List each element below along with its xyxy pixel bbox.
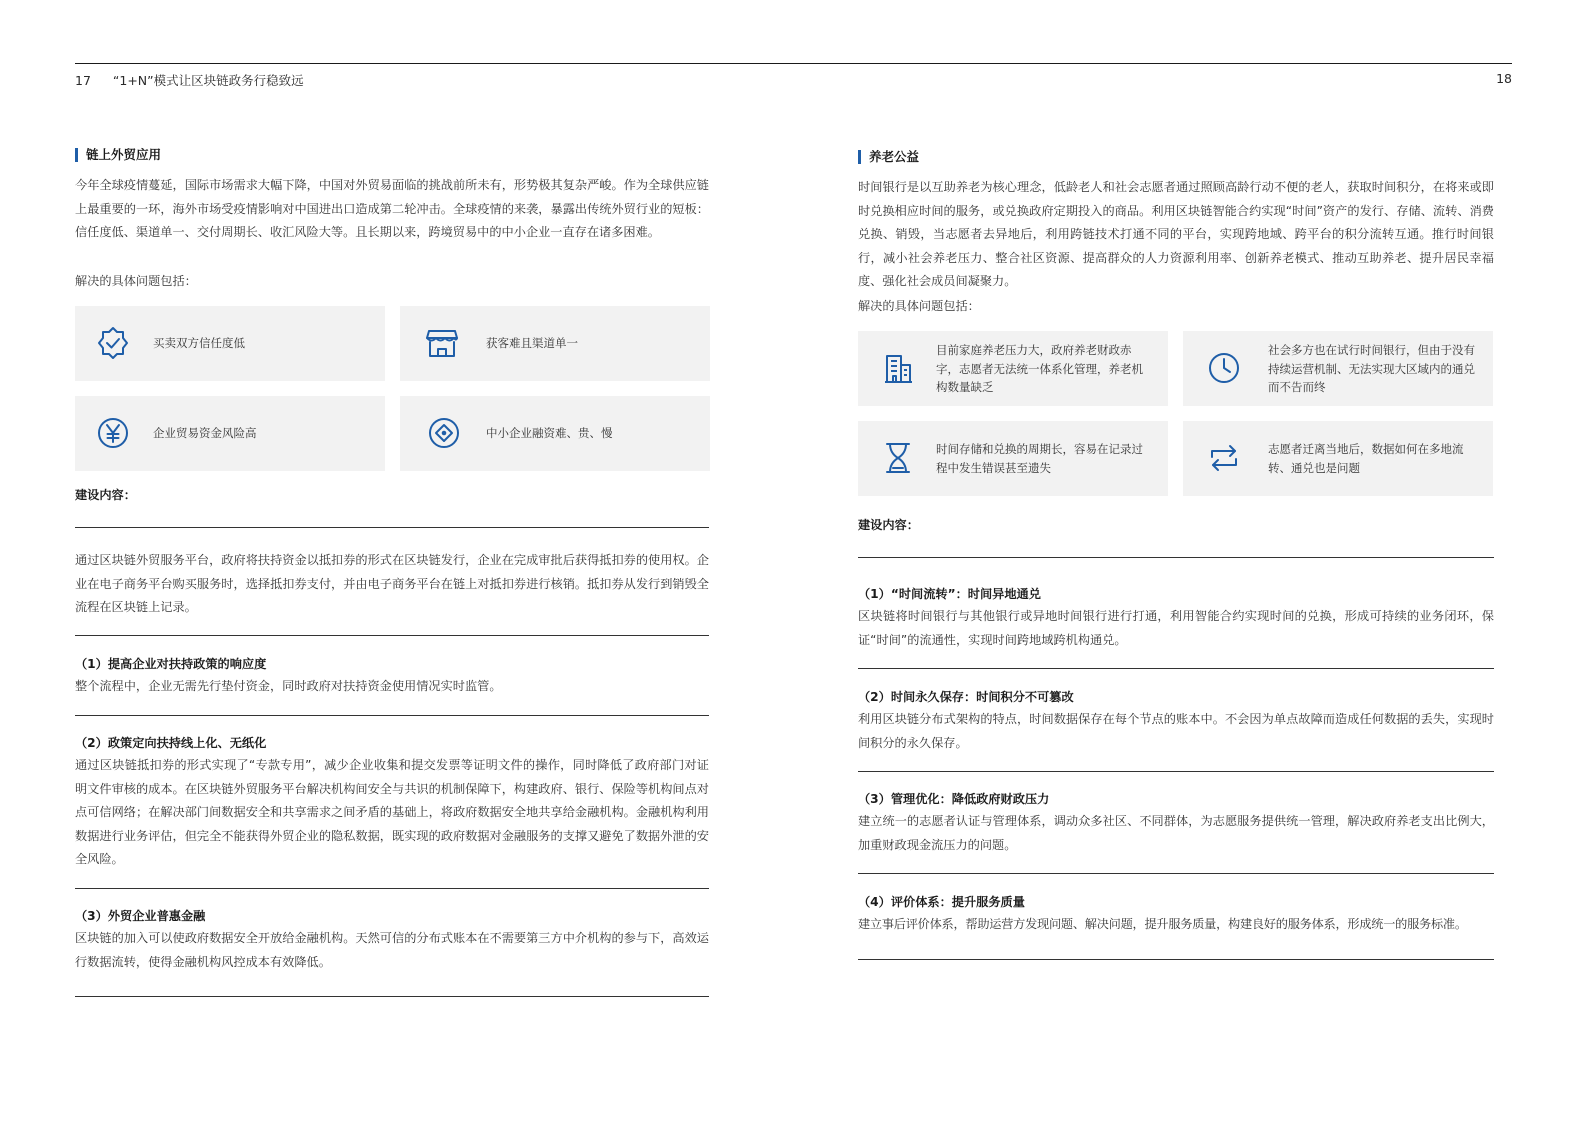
document-title: “1+N”模式让区块链政务行稳致远: [112, 73, 304, 88]
section-title-elderly: 养老公益: [858, 149, 919, 165]
yen-coin-icon: [95, 415, 131, 451]
clock-icon: [1206, 350, 1242, 386]
trade-item-title: （3）外贸企业普惠金融: [75, 909, 206, 923]
problem-card-trust: [75, 306, 385, 381]
trade-item-title: （2）政策定向扶持线上化、无纸化: [75, 736, 267, 750]
problem-text: 获客难且渠道单一: [486, 336, 578, 350]
problem-text: 企业贸易资金风险高: [153, 426, 257, 440]
trade-problems-label: 解决的具体问题包括：: [75, 274, 197, 288]
elderly-item-title: （2）时间永久保存：时间积分不可篡改: [858, 690, 1074, 704]
divider: [858, 959, 1494, 960]
problem-card-sustain: [1183, 331, 1493, 406]
problem-text: 中小企业融资难、贵、慢: [486, 426, 613, 440]
exchange-arrows-icon: [1206, 440, 1242, 476]
divider: [75, 715, 709, 716]
divider: [75, 996, 709, 997]
divider: [858, 668, 1494, 669]
divider: [75, 527, 709, 528]
section-title-trade: 链上外贸应用: [75, 147, 161, 163]
page-header-left: [75, 71, 304, 89]
problem-text: 志愿者迁离当地后，数据如何在多地流转、通兑也是问题: [1268, 442, 1464, 475]
divider: [858, 873, 1494, 874]
problem-card-pressure: [858, 331, 1168, 406]
trade-build-label: 建设内容：: [75, 488, 136, 502]
building-icon: [880, 350, 916, 386]
trade-item-body: 通过区块链抵扣券的形式实现了“专款专用”，减少企业收集和提交发票等证明文件的操作，同时降低了政府部门对证明文件审核的成本。在区块链外贸服务平台解决机构间安全与共识的机制保障下，构建政府、银行、保险等机构间点对点可信网络；在解决部门间数据安全和共享需求之间矛盾的基础上，将政府数据安全地共享给金融机构。金融机构利用数据进行业务评估，但完全不能获得外贸企业的隐私数据，既实现的政府数据对金融服务的支撑又避免了数据外泄的安全风险。: [75, 758, 709, 866]
elderly-item-body: 利用区块链分布式架构的特点，时间数据保存在每个节点的账本中。不会因为单点故障而造成任何数据的丢失，实现时间积分的永久保存。: [858, 712, 1494, 750]
problem-text: 目前家庭养老压力大，政府养老财政赤字，志愿者无法统一体系化管理，养老机构数量缺乏: [936, 343, 1143, 394]
diamond-circle-icon: [426, 415, 462, 451]
elderly-item-body: 建立事后评价体系，帮助运营方发现问题、解决问题，提升服务质量，构建良好的服务体系，形成统一的服务标准。: [858, 917, 1467, 931]
problem-text: 社会多方也在试行时间银行，但由于没有持续运营机制、无法实现大区域内的通兑而不告而终: [1268, 343, 1475, 394]
elderly-build-label: 建设内容：: [858, 518, 919, 532]
divider: [858, 771, 1494, 772]
elderly-item-title: （4）评价体系：提升服务质量: [858, 895, 1025, 909]
badge-check-icon: [95, 325, 131, 361]
elderly-item-title: （3）管理优化：降低政府财政压力: [858, 792, 1050, 806]
elderly-item-body: 建立统一的志愿者认证与管理体系，调动众多社区、不同群体，为志愿服务提供统一管理，解决政府养老支出比例大，加重财政现金流压力的问题。: [858, 814, 1494, 852]
problem-text: 时间存储和兑换的周期长，容易在记录过程中发生错误甚至遗失: [936, 442, 1143, 475]
trade-item-title: （1）提高企业对扶持政策的响应度: [75, 657, 267, 671]
elderly-intro-paragraph: 时间银行是以互助养老为核心理念，低龄老人和社会志愿者通过照顾高龄行动不便的老人，获取时间积分，在将来或即时兑换相应时间的服务，或兑换政府定期投入的商品。利用区块链智能合约实现“时间”资产的发行、存储、流转、消费兑换、销毁，当志愿者去异地后，利用跨链技术打通不同的平台，实现跨地域、跨平台的积分流转互通。推行时间银行，减小社会养老压力、整合社区资源、提高群众的人力资源利用率、创新养老模式、推动互助养老、提升居民幸福度、强化社会成员间凝聚力。: [858, 180, 1494, 288]
elderly-problems-label: 解决的具体问题包括：: [858, 299, 980, 313]
problem-card-funds: [75, 396, 385, 471]
header-rule: [75, 63, 1512, 64]
trade-item-body: 区块链的加入可以使政府数据安全开放给金融机构。天然可信的分布式账本在不需要第三方中介机构的参与下，高效运行数据流转，使得金融机构风控成本有效降低。: [75, 931, 709, 969]
trade-intro-paragraph: 今年全球疫情蔓延，国际市场需求大幅下降，中国对外贸易面临的挑战前所未有，形势极其复杂严峻。作为全球供应链上最重要的一环，海外市场受疫情影响对中国进出口造成第二轮冲击。全球疫情的来袭，暴露出传统外贸行业的短板：信任度低、渠道单一、交付周期长、收汇风险大等。且长期以来，跨境贸易中的中小企业一直存在诸多困难。: [75, 178, 709, 239]
storefront-icon: [424, 325, 460, 361]
problem-card-transfer: [1183, 421, 1493, 496]
right-page-number: 18: [1496, 71, 1512, 86]
divider: [75, 635, 709, 636]
trade-item-body: 整个流程中，企业无需先行垫付资金，同时政府对扶持资金使用情况实时监管。: [75, 679, 502, 693]
problem-card-channel: [400, 306, 710, 381]
problem-card-record: [858, 421, 1168, 496]
left-page-number: 17: [75, 73, 91, 88]
divider: [75, 888, 709, 889]
divider: [858, 557, 1494, 558]
problem-text: 买卖双方信任度低: [153, 336, 245, 350]
trade-build-paragraph: 通过区块链外贸服务平台，政府将扶持资金以抵扣券的形式在区块链发行，企业在完成审批后获得抵扣券的使用权。企业在电子商务平台购买服务时，选择抵扣券支付，并由电子商务平台在链上对抵扣券进行核销。抵扣券从发行到销毁全流程在区块链上记录。: [75, 553, 709, 614]
hourglass-icon: [880, 440, 916, 476]
elderly-item-body: 区块链将时间银行与其他银行或异地时间银行进行打通，利用智能合约实现时间的兑换，形成可持续的业务闭环，保证“时间”的流通性，实现时间跨地域跨机构通兑。: [858, 609, 1494, 647]
elderly-item-title: （1）“时间流转”：时间异地通兑: [858, 587, 1041, 601]
problem-card-financing: [400, 396, 710, 471]
